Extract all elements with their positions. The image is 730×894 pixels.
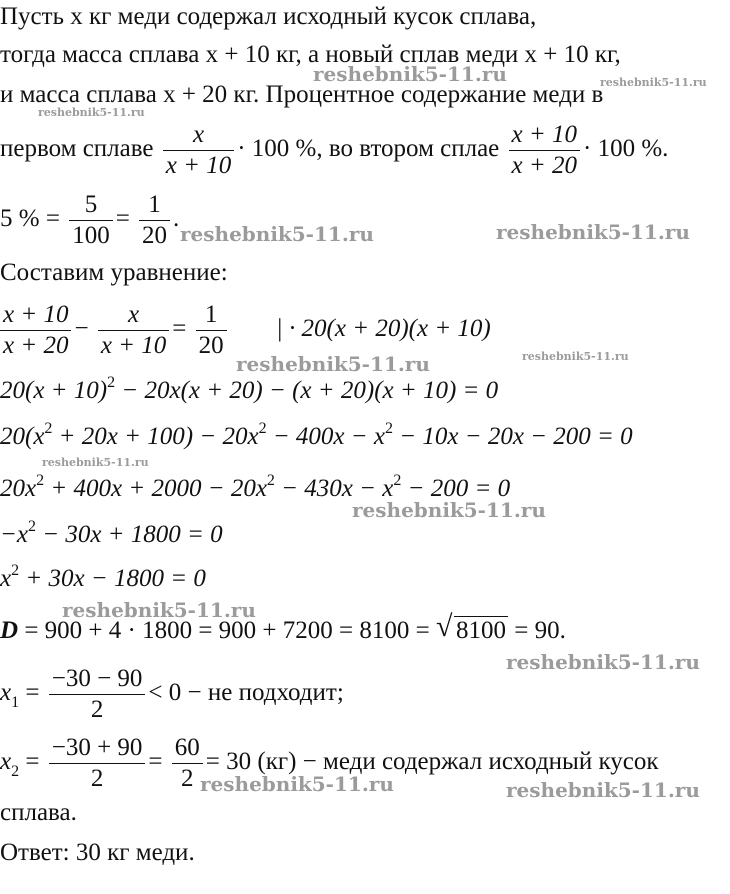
text-line-2 <box>0 40 621 70</box>
five-percent: 5 % = <box>0 205 60 233</box>
exponent: 2 <box>393 472 402 489</box>
watermark: reshebnik5-11.ru <box>236 352 430 376</box>
fraction-b <box>98 300 169 361</box>
expr-part: + 20x + 100) − 20x <box>52 423 259 450</box>
expr-part: − 30x + 1800 = 0 <box>35 521 223 548</box>
minus-sign: − <box>74 315 89 343</box>
exponent: 2 <box>11 562 20 579</box>
fraction-denominator: 2 <box>90 765 104 792</box>
percent-text: · 100 %, во втором сплае <box>237 135 500 163</box>
watermark: reshebnik5-11.ru <box>180 222 374 246</box>
expr-part: x <box>0 565 12 592</box>
first-alloy-label: первом сплаве <box>0 135 154 163</box>
fraction-c <box>196 300 227 361</box>
fraction-denominator: 100 <box>72 222 110 249</box>
exponent: 2 <box>385 420 393 437</box>
watermark: reshebnik5-11.ru <box>62 598 256 622</box>
sentence-16: сплава. <box>0 799 77 826</box>
radical-sign-icon: √ <box>435 610 453 643</box>
text-line-16 <box>0 798 77 828</box>
variable-x: x <box>0 748 12 776</box>
fraction-1-20 <box>139 190 170 251</box>
fraction-numerator: 1 <box>139 190 170 221</box>
equation-heading <box>0 258 228 288</box>
radicand: 8100 <box>455 617 506 644</box>
expr-part: 20x <box>0 475 37 502</box>
subscript: 2 <box>11 763 20 781</box>
root-1-line <box>0 664 344 725</box>
five-percent-line <box>0 190 179 251</box>
fraction-numerator: 1 <box>196 300 227 331</box>
watermark: reshebnik5-11.ru <box>506 778 700 802</box>
answer-line <box>0 838 195 868</box>
square-root <box>435 610 508 646</box>
sentence-2: тогда масса сплава x + 10 кг, а новый сплав меди x + 10 кг, <box>0 41 621 68</box>
equals-sign: = <box>172 315 187 343</box>
period: . <box>173 205 180 233</box>
expr-part: − 430x − x <box>274 475 394 502</box>
fraction-numerator: x + 10 <box>509 120 580 151</box>
multiplier-note: | · 20(x + 20)(x + 10) <box>275 315 491 343</box>
equals-sign: = <box>19 748 40 776</box>
watermark: reshebnik5-11.ru <box>506 650 700 674</box>
fraction-numerator: x <box>98 300 169 331</box>
watermark: reshebnik5-11.ru <box>200 772 394 796</box>
expr-part: − 200 = 0 <box>401 475 511 502</box>
exponent: 2 <box>266 472 275 489</box>
expr-part: 20(x <box>0 423 45 450</box>
percent-line <box>0 120 668 181</box>
root-note: = 30 (кг) − меди содержал исходный кусок <box>205 748 659 776</box>
fraction-numerator: −30 + 90 <box>49 733 146 764</box>
expr-part: − 400x − x <box>266 423 385 450</box>
fraction-denominator: 20 <box>142 222 168 249</box>
fraction-a <box>0 300 71 361</box>
variable-x: x <box>0 679 12 707</box>
exponent: 2 <box>107 374 116 391</box>
subscript: 1 <box>11 694 20 712</box>
expr-part: + 400x + 2000 − 20x <box>44 475 267 502</box>
fraction-denominator: x + 20 <box>3 332 69 359</box>
percent-text-2: · 100 %. <box>583 135 669 163</box>
watermark: reshebnik5-11.ru <box>496 220 690 244</box>
fraction-numerator: 5 <box>69 190 113 221</box>
text-line-1 <box>0 2 536 32</box>
fraction-denominator: 20 <box>198 332 224 359</box>
fraction-denominator: 2 <box>90 696 104 723</box>
sentence-1: Пусть x кг меди содержал исходный кусок сплава, <box>0 3 537 30</box>
quadratic-line-2 <box>0 564 206 597</box>
fraction-numerator: −30 − 90 <box>49 664 146 695</box>
fraction-numerator: x <box>163 120 234 151</box>
watermark: reshebnik5-11.ru <box>313 62 507 86</box>
expr-part: − 20x(x + 20) − (x + 20)(x + 10) = 0 <box>115 377 499 404</box>
fraction-second-alloy <box>509 120 580 181</box>
expanded-line-1 <box>0 376 498 409</box>
exponent: 2 <box>36 472 45 489</box>
watermark: reshebnik5-11.ru <box>42 456 149 469</box>
fraction-denominator: x + 10 <box>100 332 167 359</box>
fraction-numerator: 60 <box>172 733 203 764</box>
exponent: 2 <box>44 420 53 437</box>
expr-part: + 30x − 1800 = 0 <box>19 565 206 592</box>
equals-sign: = <box>115 205 130 233</box>
equals-sign: = <box>148 748 163 776</box>
watermark: reshebnik5-11.ru <box>38 106 145 119</box>
fraction-x2 <box>49 733 146 794</box>
fraction-numerator: x + 10 <box>0 300 71 331</box>
expr-part: 20(x + 10) <box>0 377 108 404</box>
discriminant-symbol: D <box>0 617 19 644</box>
expr-part: − 10x − 20x − 200 = 0 <box>393 423 633 450</box>
fraction-denominator: x + 20 <box>511 152 578 179</box>
watermark: reshebnik5-11.ru <box>352 498 546 522</box>
expr-part: −x <box>0 521 28 548</box>
root-note: < 0 − не подходит; <box>148 679 344 707</box>
expr-part: = 900 + 4 · 1800 = 900 + 7200 = 8100 = <box>18 617 436 644</box>
expr-part: = 90. <box>507 617 566 644</box>
exponent: 2 <box>27 518 36 535</box>
equation-heading-text: Составим уравнение: <box>0 259 228 286</box>
fraction-denominator: 2 <box>181 765 194 792</box>
answer-text: Ответ: 30 кг меди. <box>0 839 195 866</box>
quadratic-line-1 <box>0 520 223 553</box>
watermark: reshebnik5-11.ru <box>522 350 629 363</box>
equals-sign: = <box>19 679 40 707</box>
fraction-denominator: x + 10 <box>165 152 232 179</box>
fraction-5-100 <box>69 190 113 251</box>
fraction-first-alloy <box>163 120 234 181</box>
watermark: reshebnik5-11.ru <box>600 76 707 89</box>
fraction-x1 <box>49 664 146 725</box>
expanded-line-2 <box>0 422 633 455</box>
sentence-3: и масса сплава x + 20 кг. Процентное содержание меди в <box>0 81 604 108</box>
exponent: 2 <box>258 420 267 437</box>
fraction-60-2 <box>172 733 203 794</box>
